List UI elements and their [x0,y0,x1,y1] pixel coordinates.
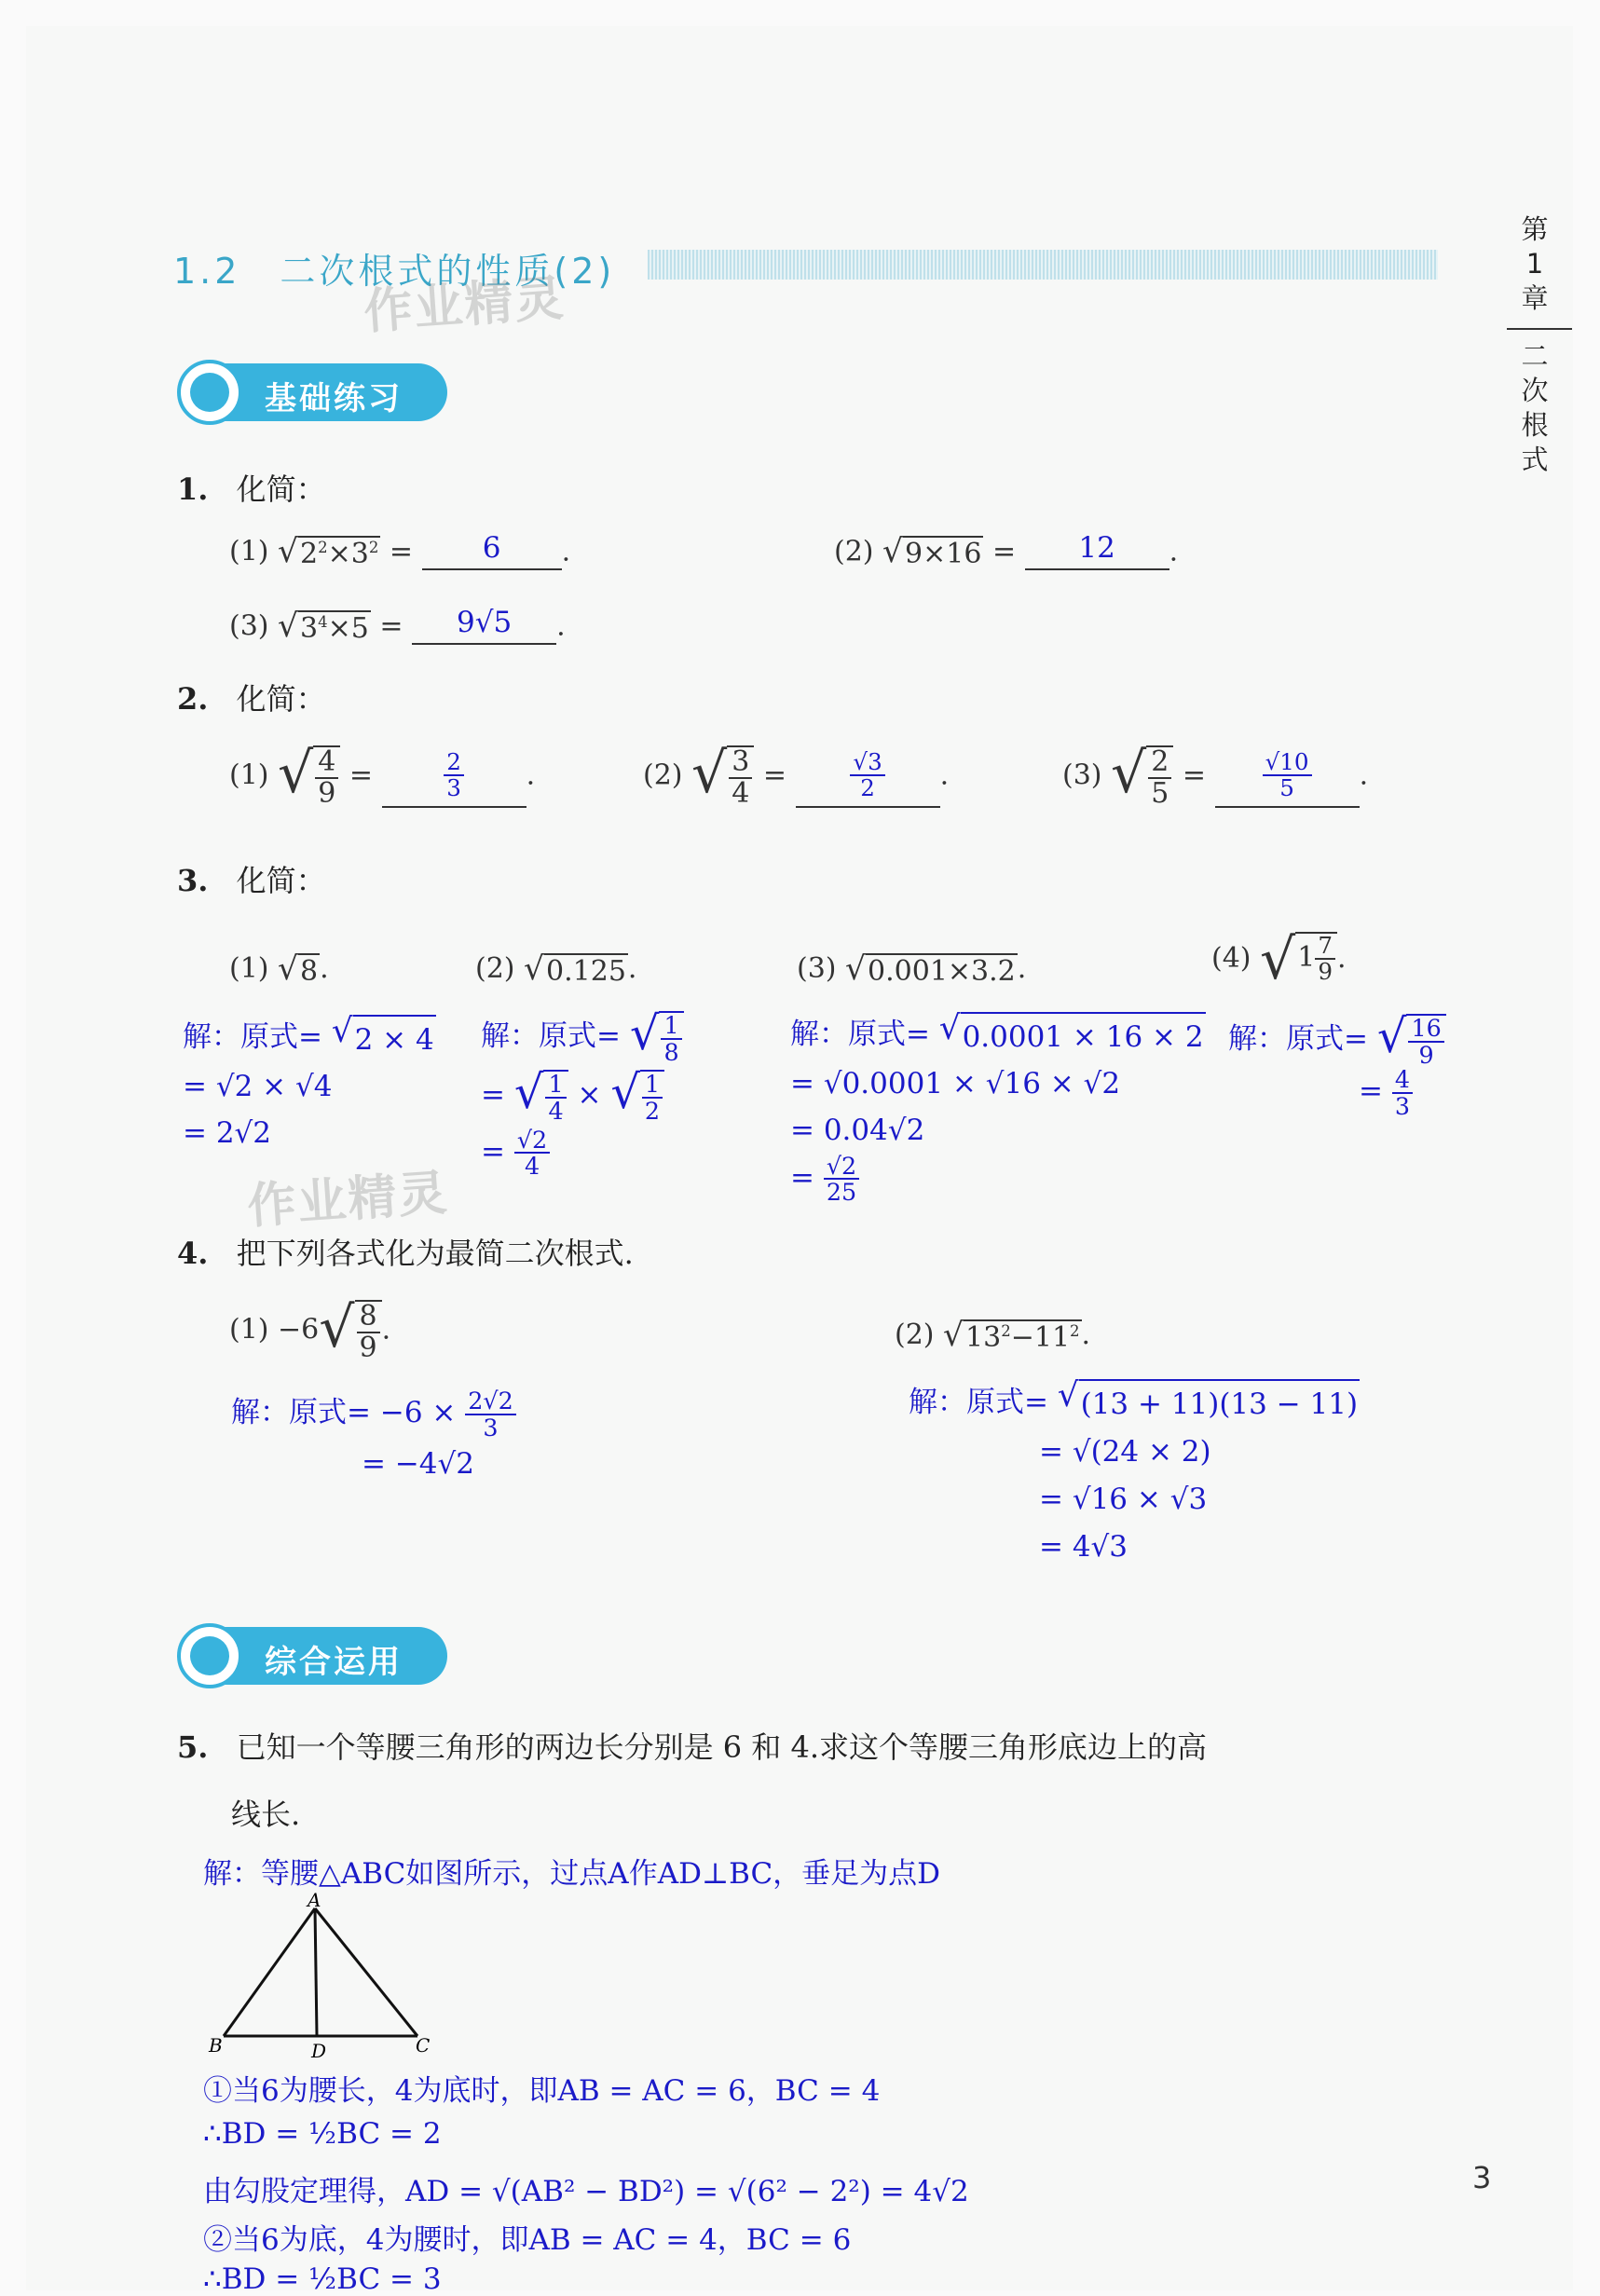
q3-part2: (2) √ 0.125 . [475,950,637,988]
part-label: (1) [229,1313,269,1346]
question-2 [177,676,326,718]
q3-solution-4: 解：原式= √ $\frac{16}{9}$ = $\frac{4}{3}$ [1228,1014,1446,1119]
part-label: (2) [895,1319,935,1351]
answer: 12 [1078,531,1115,565]
q4-solution-1: 解：原式= −6 × $\frac{2√2}{3}$ = −4√2 [231,1388,516,1488]
solution-prefix: 解：原式= [790,1018,930,1051]
question-text: 把下列各式化为最简二次根式. [236,1236,634,1271]
q5-case1-bd: ∴BD = ½BC = 2 [203,2117,442,2151]
q5-case2: ②当6为底，4为腰时，即AB = AC = 4，BC = 6 [203,2223,852,2257]
solution-prefix: 解：原式= [231,1396,371,1430]
part-label: (2) [643,758,683,792]
part-label: (4) [1211,942,1251,975]
q2-part1: (1) √ $\frac{4}{9}$ = $\frac{2}{3}$ . [229,741,536,810]
question-number: 1. [177,472,209,507]
q1-part1: (1) √ $2^2\times 3^2$ = 6 . [229,531,571,570]
q5-pythagoras: 由勾股定理得，AD = √(AB² − BD²) = √(6² − 2²) = 4√2 [203,2175,969,2208]
q5-case1: ①当6为腰长，4为底时，即AB = AC = 6，BC = 4 [203,2074,881,2108]
part-label: (2) [475,952,515,985]
vertex-label-d: D [311,2040,327,2059]
q3-part3: (3) √ 0.001×3.2 . [797,950,1027,988]
q1-part3: (3) √ $3^4\times 5$ = 9√5 . [229,606,566,645]
solution-prefix: 解：原式= [183,1020,322,1054]
part-label: (2) [834,535,874,568]
question-text: 化简： [236,863,326,898]
solution-prefix: 解：原式= [909,1386,1048,1419]
q5-case2-bd: ∴BD = ½BC = 3 [203,2262,442,2296]
part-label: (1) [229,535,269,568]
question-number: 3. [177,863,209,898]
watermark: 作业精灵 [362,270,568,341]
q3-part1: (1) √ 8 . [229,950,329,988]
vertex-label-b: B [209,2034,223,2057]
section-title: 1.2 二次根式的性质(2) [173,251,616,292]
q4-part2: (2) √ $13^2-11^2$ . [895,1316,1091,1354]
q1-part2: (2) √ 9×16 = 12 . [834,531,1179,570]
basic-section-label: 基础练习 [265,380,403,417]
watermark-2: 作业精灵 [245,1165,451,1236]
question-number: 4. [177,1236,209,1271]
question-5-line2: 线长. [231,1797,301,1832]
q2-part2: (2) √ $\frac{3}{4}$ = $\frac{√3}{2}$ . [643,741,950,810]
part-label: (1) [229,758,269,792]
question-number: 5. [177,1729,209,1765]
solution-prefix: 解：原式= [1228,1022,1368,1057]
q3-part4: (4) √ 1 $\frac{7}{9}$ . [1211,927,1347,992]
q3-solution-3: 解：原式= √ 0.0001 × 16 × 2 = √0.0001 × √16 × √2 = 0.04√2 = $\frac{√2}{25}$ [790,1008,1204,1207]
question-text: 化简： [236,681,326,717]
question-1 [177,466,326,509]
question-3 [177,857,326,900]
q2-part3: (3) √ $\frac{2}{5}$ = $\frac{√10}{5}$ . [1062,741,1369,810]
q4-part1: (1) −6 √ $\frac{8}{9}$ . [229,1295,391,1364]
answer: 9√5 [456,606,513,639]
part-label: (3) [229,609,269,643]
vertex-label-a: A [308,1892,321,1911]
part-label: (3) [797,952,837,985]
side-divider [1507,328,1572,330]
vertex-label-c: C [416,2034,431,2057]
answer: 6 [482,531,501,565]
question-text: 已知一个等腰三角形的两边长分别是 6 和 4.求这个等腰三角形底边上的高 [236,1729,1207,1765]
chapter-tab: 第 1 章 [1521,213,1549,314]
triangle-figure [205,1892,438,2059]
solution-prefix: 解：原式= [481,1019,621,1054]
question-4 [177,1230,634,1273]
part-label: (3) [1062,758,1102,792]
q3-solution-2: 解：原式= √ $\frac{1}{8}$ = √ $\frac{1}{4}$ × √ $\frac{1}{2}$ = $\frac{√2}{4}$ [481,1011,684,1179]
section-logo-icon [177,1623,242,1688]
q5-solution-intro: 解：等腰△ABC如图所示，过点A作AD⊥BC，垂足为点D [203,1857,941,1891]
page-number: 3 [1472,2160,1492,2195]
title-decoration-bar [648,250,1438,280]
topic-tab: 二 次 根 式 [1521,340,1549,475]
q3-solution-1: 解：原式= √ 2 × 4 = √2 × √4 = 2√2 [183,1011,434,1150]
section-logo-icon [177,360,242,425]
comprehensive-section-label: 综合运用 [265,1644,403,1681]
q4-solution-2: 解：原式= √ (13 + 11)(13 − 11) = √(24 × 2) = √16 × √3 = 4√3 [909,1376,1359,1564]
question-5 [177,1724,1207,1767]
question-text: 化简： [236,472,326,507]
part-label: (1) [229,952,269,985]
question-number: 2. [177,681,209,717]
